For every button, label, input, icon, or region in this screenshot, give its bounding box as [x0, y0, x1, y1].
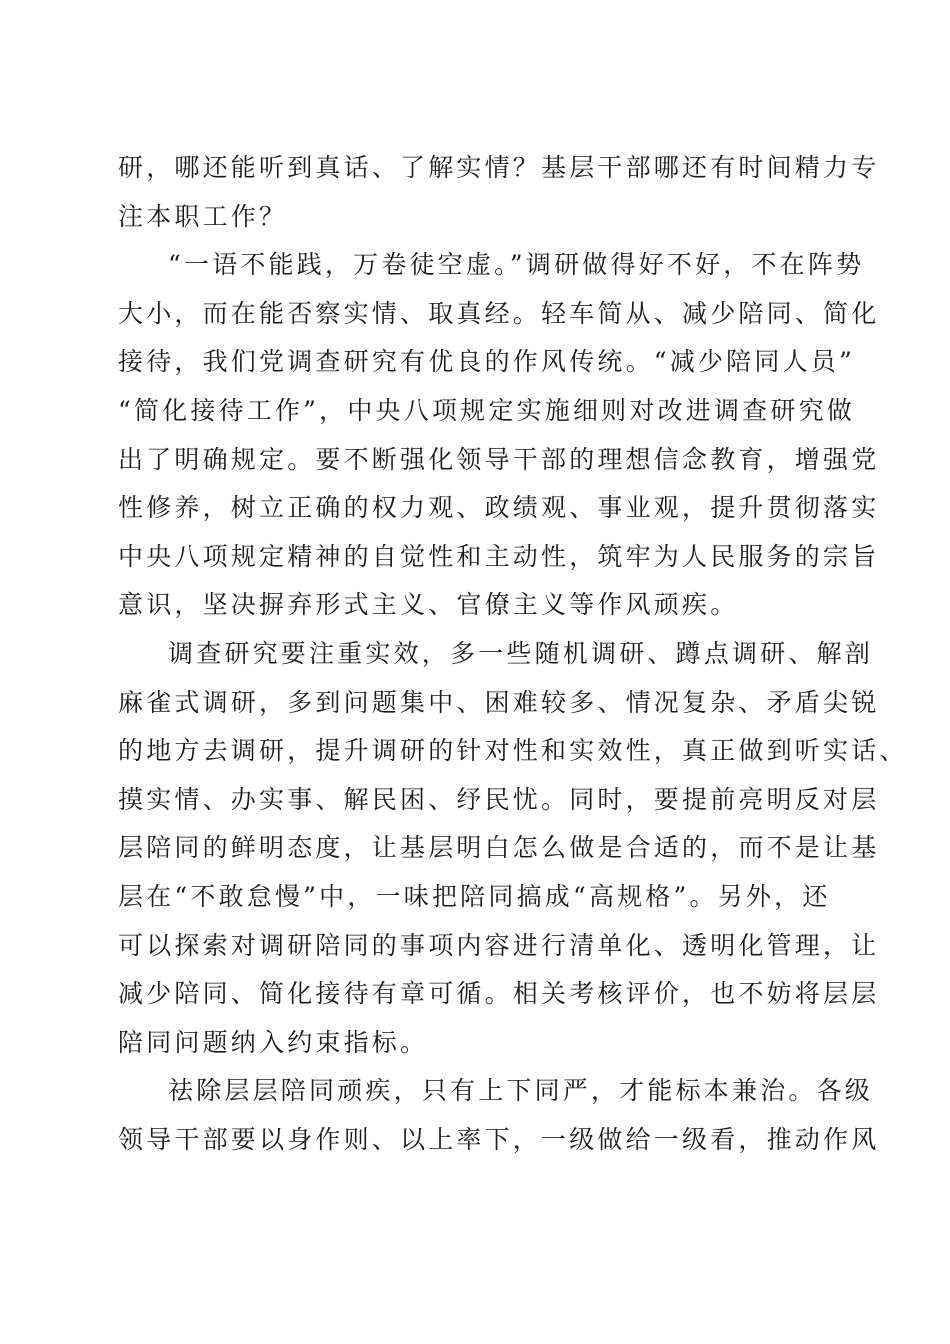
text-line: 层陪同的鲜明态度，让基层明白怎么做是合适的，而不是让基	[118, 833, 880, 863]
text-line: 的地方去调研，提升调研的针对性和实效性，真正做到听实话、	[118, 736, 908, 766]
paragraph	[118, 241, 880, 630]
text-line: 层在“不敢怠慢”中，一味把陪同搞成“高规格”。另外，还	[118, 881, 831, 911]
text-line: 注本职工作？	[118, 201, 288, 231]
text-line: 接待，我们党调查研究有优良的作风传统。“减少陪同人员”	[118, 347, 855, 377]
text-line: 减少陪同、简化接待有章可循。相关考核评价，也不妨将层层	[118, 979, 880, 1009]
text-line: 研，哪还能听到真话、了解实情？基层干部哪还有时间精力专	[118, 153, 880, 182]
text-line: 性修养，树立正确的权力观、政绩观、事业观，提升贯彻落实	[118, 493, 880, 523]
text-line: 出了明确规定。要不断强化领导干部的理想信念教育，增强党	[118, 444, 880, 474]
text-line: 陪同问题纳入约束指标。	[118, 1027, 429, 1057]
text-line: 大小，而在能否察实情、取真经。轻车简从、减少陪同、简化	[118, 298, 880, 328]
text-line: 调查研究要注重实效，多一些随机调研、蹲点调研、解剖	[168, 638, 874, 668]
text-line: “一语不能践，万卷徒空虚。”调研做得好不好，不在阵势	[168, 250, 865, 280]
text-line: 中央八项规定精神的自觉性和主动性，筑牢为人民服务的宗旨	[118, 541, 880, 571]
text-line: 意识，坚决摒弃形式主义、官僚主义等作风顽疾。	[118, 590, 739, 620]
text-line: 麻雀式调研，多到问题集中、困难较多、情况复杂、矛盾尖锐	[118, 687, 880, 717]
text-line: 领导干部要以身作则、以上率下，一级做给一级看，推动作风	[118, 1124, 880, 1154]
text-line: 可以探索对调研陪同的事项内容进行清单化、透明化管理，让	[118, 930, 880, 960]
text-line: 祛除层层陪同顽疾，只有上下同严，才能标本兼治。各级	[168, 1076, 874, 1106]
text-line: “简化接待工作”，中央八项规定实施细则对改进调查研究做	[118, 395, 855, 425]
paragraph	[118, 630, 908, 1067]
text-line: 摸实情、办实事、解民困、纾民忧。同时，要提前亮明反对层	[118, 784, 880, 814]
paragraph	[118, 144, 880, 241]
document-body	[118, 144, 908, 1164]
paragraph	[118, 1067, 880, 1164]
